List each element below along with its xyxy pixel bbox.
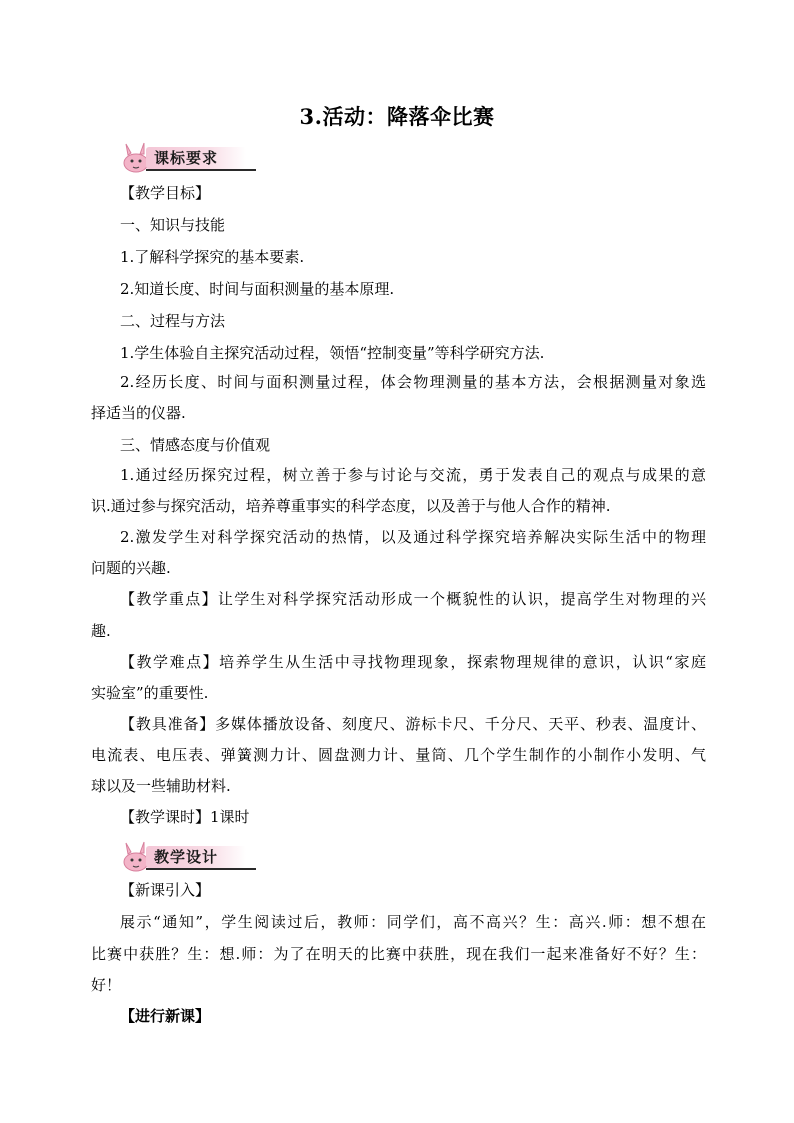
paragraph-line: 择适当的仪器. (91, 404, 186, 422)
equipment-line (120, 714, 706, 734)
paragraph-line: 问题的兴趣. (91, 559, 171, 577)
paragraph-line: 1.通过经历探究过程，树立善于参与讨论与交流，勇于发表自己的观点与成果的意 (120, 466, 706, 484)
class-hours-line (120, 807, 706, 827)
teaching-goals-heading: 【教学目标】 (120, 184, 211, 202)
difficulty-line (120, 652, 706, 672)
class-hours-label: 【教学课时】 (120, 808, 211, 826)
badge-underline (146, 868, 256, 870)
equipment-label: 【教具准备】 (120, 715, 216, 733)
paragraph-line: 2.经历长度、时间与面积测量过程，体会物理测量的基本方法，会根据测量对象选 (120, 373, 706, 391)
teaching-design-badge (118, 840, 248, 874)
teaching-design-label: 教学设计 (154, 848, 219, 866)
difficulty-label: 【教学难点】 (120, 653, 220, 671)
new-lesson-intro-heading: 【新课引入】 (120, 881, 211, 899)
key-point-line (120, 589, 706, 609)
paragraph-line: 2.知道长度、时间与面积测量的基本原理. (120, 280, 395, 298)
equipment-text: 多媒体播放设备、刻度尺、游标卡尺、千分尺、天平、秒表、温度计、 (215, 715, 706, 733)
key-point-label: 【教学重点】 (120, 590, 218, 608)
new-lesson-heading: 【进行新课】 (120, 1007, 211, 1025)
section-heading: 三、情感态度与价值观 (120, 436, 271, 454)
paragraph-line: 2.激发学生对科学探究活动的热情，以及通过科学探究培养解决实际生活中的物理 (120, 528, 706, 546)
paragraph-line: 好！ (91, 976, 122, 994)
paragraph-line: 1.了解科学探究的基本要素. (120, 248, 305, 266)
key-point-text: 让学生对科学探究活动形成一个概貌性的认识，提高学生对物理的兴 (217, 590, 706, 608)
paragraph-line: 实验室”的重要性. (91, 684, 209, 702)
paragraph-line: 球以及一些辅助材料. (91, 777, 231, 795)
document-title: 3.活动：降落伞比赛 (299, 104, 495, 129)
course-standard-label: 课标要求 (154, 149, 219, 167)
course-standard-badge (118, 141, 248, 175)
paragraph-line: 展示“通知”，学生阅读过后，教师：同学们，高不高兴？生：高兴.师：想不想在 (120, 913, 706, 931)
paragraph-line: 比赛中获胜？生：想.师：为了在明天的比赛中获胜，现在我们一起来准备好不好？生： (91, 945, 706, 963)
section-heading: 一、知识与技能 (120, 216, 226, 234)
section-heading: 二、过程与方法 (120, 312, 226, 330)
paragraph-line: 电流表、电压表、弹簧测力计、圆盘测力计、量筒、几个学生制作的小制作小发明、气 (91, 746, 706, 764)
paragraph-line: 识.通过参与探究活动，培养尊重事实的科学态度，以及善于与他人合作的精神. (91, 497, 611, 515)
badge-underline (146, 169, 256, 171)
paragraph-line: 1.学生体验自主探究活动过程，领悟“控制变量”等科学研究方法. (120, 344, 545, 362)
paragraph-line: 趣. (91, 622, 111, 640)
difficulty-text: 培养学生从生活中寻找物理现象，探索物理规律的意识，认识“家庭 (219, 653, 706, 671)
class-hours-text: 1课时 (210, 808, 250, 826)
